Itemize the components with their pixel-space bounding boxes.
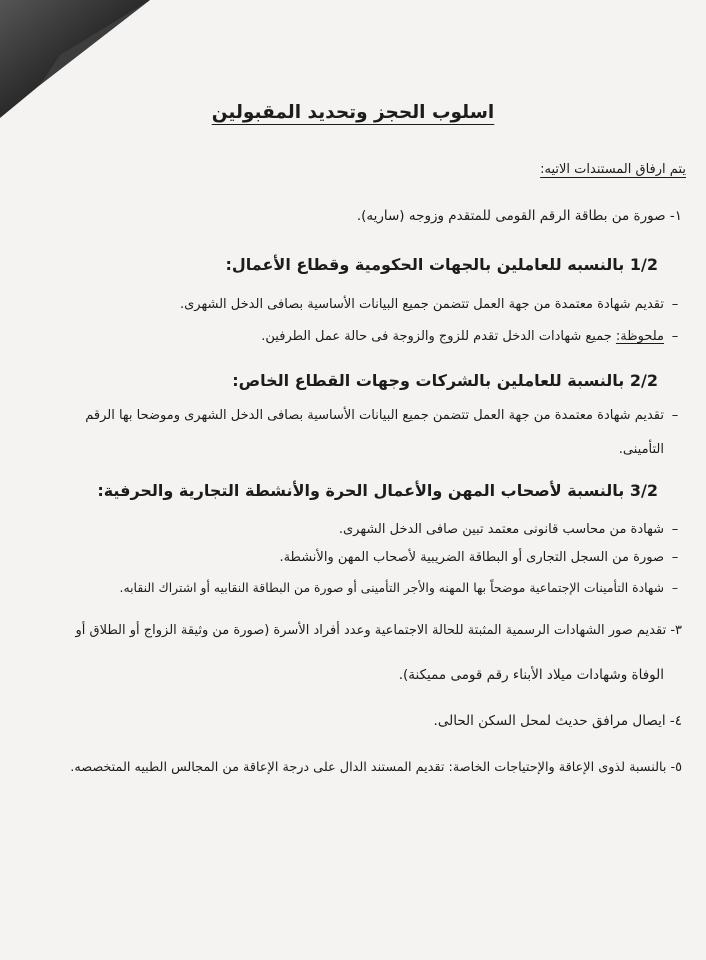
section-3-2-bullet-3: –شهادة التأمينات الإجتماعية موضحاً بها المهنه والأجر التأمينى أو صورة من البطاقة النقابيه أو اشتراك النقابه. <box>120 580 686 595</box>
item-5: ٥- بالنسبة لذوى الإعاقة والإحتياجات الخاصة: تقديم المستند الدال على درجة الإعاقة من المجالس الطبيه المتخصصه. <box>70 760 682 775</box>
section-1-2-bullet: –تقديم شهادة معتمدة من جهة العمل تتضمن جميع البيانات الأساسية بصافى الدخل الشهرى. <box>180 297 686 312</box>
section-2-2-heading: 2/2 بالنسبة للعاملين بالشركات وجهات القطاع الخاص: <box>232 371 658 390</box>
section-2-2-bullet-line-1: –تقديم شهادة معتمدة من جهة العمل تتضمن جميع البيانات الأساسية بصافى الدخل الشهرى وموضحا بها الرقم <box>85 408 686 423</box>
section-1-2-heading: 1/2 بالنسبه للعاملين بالجهات الحكومية وقطاع الأعمال: <box>225 255 658 274</box>
note-text: جميع شهادات الدخل تقدم للزوج والزوجة فى حالة عمل الطرفين. <box>261 329 612 344</box>
dash-marker: – <box>671 580 679 595</box>
item-4: ٤- ايصال مرافق حديث لمحل السكن الحالى. <box>433 713 682 729</box>
section-3-2-bullet-1: –شهادة من محاسب قانونى معتمد تبين صافى الدخل الشهرى. <box>339 522 686 537</box>
section-3-2-heading: 3/2 بالنسبة لأصحاب المهن والأعمال الحرة والأنشطة التجارية والحرفية: <box>97 481 658 500</box>
dash-marker: – <box>671 329 679 344</box>
section-2-2-bullet-line-2: التأمينى. <box>618 442 664 457</box>
dash-marker: – <box>671 297 679 312</box>
dash-marker: – <box>671 522 679 537</box>
item-1: ١- صورة من بطاقة الرقم القومى للمتقدم وزوجه (ساريه). <box>356 208 682 224</box>
dash-marker: – <box>671 408 679 423</box>
intro-line: يتم ارفاق المستندات الاتيه: <box>540 162 686 177</box>
item-3-line-1: ٣- تقديم صور الشهادات الرسمية المثبتة للحالة الاجتماعية وعدد أفراد الأسرة (صورة من وثيقة الزواج أو الطلاق أو <box>75 623 682 638</box>
dash-marker: – <box>671 550 679 565</box>
section-1-2-note <box>261 329 686 344</box>
item-3-line-2: الوفاة وشهادات ميلاد الأبناء رقم قومى مميكنة). <box>398 667 664 683</box>
note-label: ملحوظة: <box>615 329 664 344</box>
document-title: اسلوب الحجز وتحديد المقبولين <box>211 102 495 123</box>
section-3-2-bullet-2: –صورة من السجل التجارى أو البطاقة الضريبية لأصحاب المهن والأنشطة. <box>279 550 686 565</box>
